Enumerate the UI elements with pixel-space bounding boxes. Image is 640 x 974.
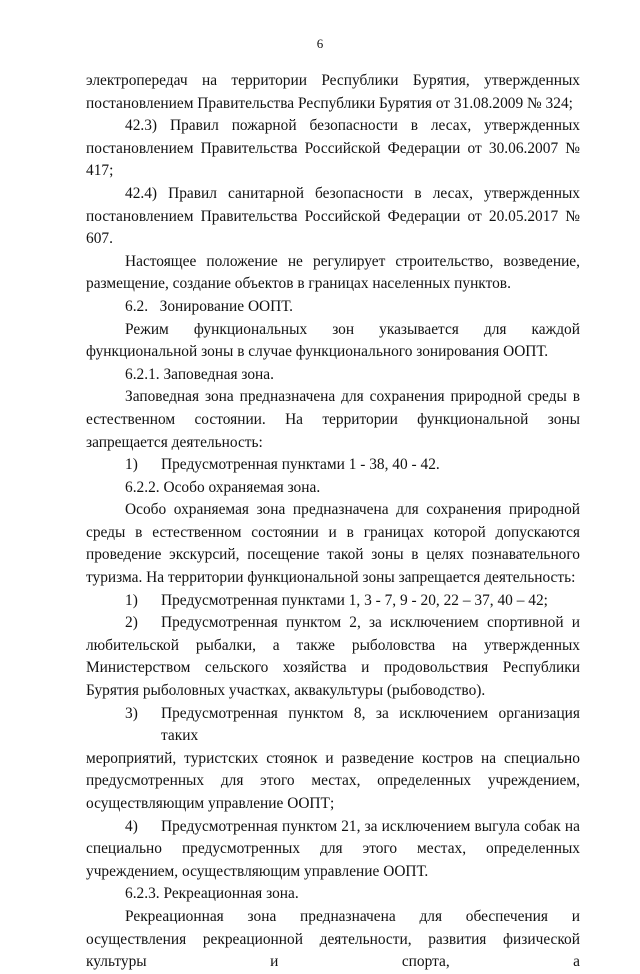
list-item-number: 2) [125, 614, 138, 632]
list-item-continuation: мероприятий, туристских стоянок и разведение костров на специально предусмотренных для этого местах, определенных учреждением, осуществляющим управление ООПТ; [86, 749, 580, 812]
list-item-text: Предусмотренная пунктом 21, за исключением выгула собак на [161, 817, 580, 835]
page-number: 6 [316, 36, 324, 51]
list-item-number: 1) [125, 591, 138, 609]
list-item-text: Предусмотренная пунктами 1 - 38, 40 - 42. [161, 456, 440, 474]
list-item [86, 816, 580, 839]
list-item-number: 3) [125, 704, 138, 722]
paragraph: 42.3) Правил пожарной безопасности в лесах, утвержденных постановлением Правительства Российской Федерации от 30.06.2007 № 417; [86, 117, 580, 180]
list-item-continuation: специально предусмотренных для этого местах, определенных учреждением, осуществляющим управление ООПТ. [86, 840, 580, 880]
list-item-number: 4) [125, 817, 138, 835]
section-heading: 6.2. Зонирование ООПТ. [125, 297, 293, 315]
section-heading: 6.2.1. Заповедная зона. [125, 365, 274, 383]
list-item [86, 590, 580, 613]
paragraph: электропередач на территории Республики Бурятия, утвержденных постановлением Правительства Республики Бурятия от 31.08.2009 № 324; [86, 72, 580, 112]
list-item-text: Предусмотренная пунктом 2, за исключением спортивной и [161, 614, 580, 632]
paragraph: Режим функциональных зон указывается для каждой функциональной зоны в случае функционального зонирования ООПТ. [86, 320, 580, 361]
list-item [86, 612, 580, 635]
paragraph: Заповедная зона предназначена для сохранения природной среды в естественном состоянии. На территории функциональной зоны запрещается деятельность: [86, 388, 580, 451]
paragraph: Рекреационная зона предназначена для обеспечения и осуществления рекреационной деятельности, развития физической культуры и спорта, а [86, 907, 580, 971]
paragraph: Настоящее положение не регулирует строительство, возведение, размещение, создание объектов в границах населенных пунктов. [86, 252, 580, 293]
section-heading: 6.2.2. Особо охраняемая зона. [125, 478, 321, 496]
section-heading: 6.2.3. Рекреационная зона. [125, 885, 299, 903]
document-body [86, 70, 580, 974]
list-item [86, 454, 580, 477]
list-item-number: 1) [125, 456, 138, 474]
list-item-text: Предусмотренная пунктом 8, за исключением организация таких [161, 704, 580, 745]
list-item-text: Предусмотренная пунктами 1, 3 - 7, 9 - 20, 22 – 37, 40 – 42; [161, 591, 548, 609]
list-item [86, 703, 580, 748]
paragraph: 42.4) Правил санитарной безопасности в лесах, утвержденных постановлением Правительства Российской Федерации от 20.05.2017 № 607. [86, 184, 580, 248]
paragraph: Особо охраняемая зона предназначена для сохранения природной среды в естественном состоянии и в границах которой допускаются проведение экскурсий, посещение такой зоны в целях познавательного туризма. На территории функциональной зоны запрещается деятельность: [86, 501, 580, 587]
list-item-continuation: любительской рыбалки, а также рыболовства на утвержденных Министерством сельского хозяйства и продовольствия Республики Бурятия рыболовных участках, аквакультуры (рыбоводство). [86, 636, 580, 700]
